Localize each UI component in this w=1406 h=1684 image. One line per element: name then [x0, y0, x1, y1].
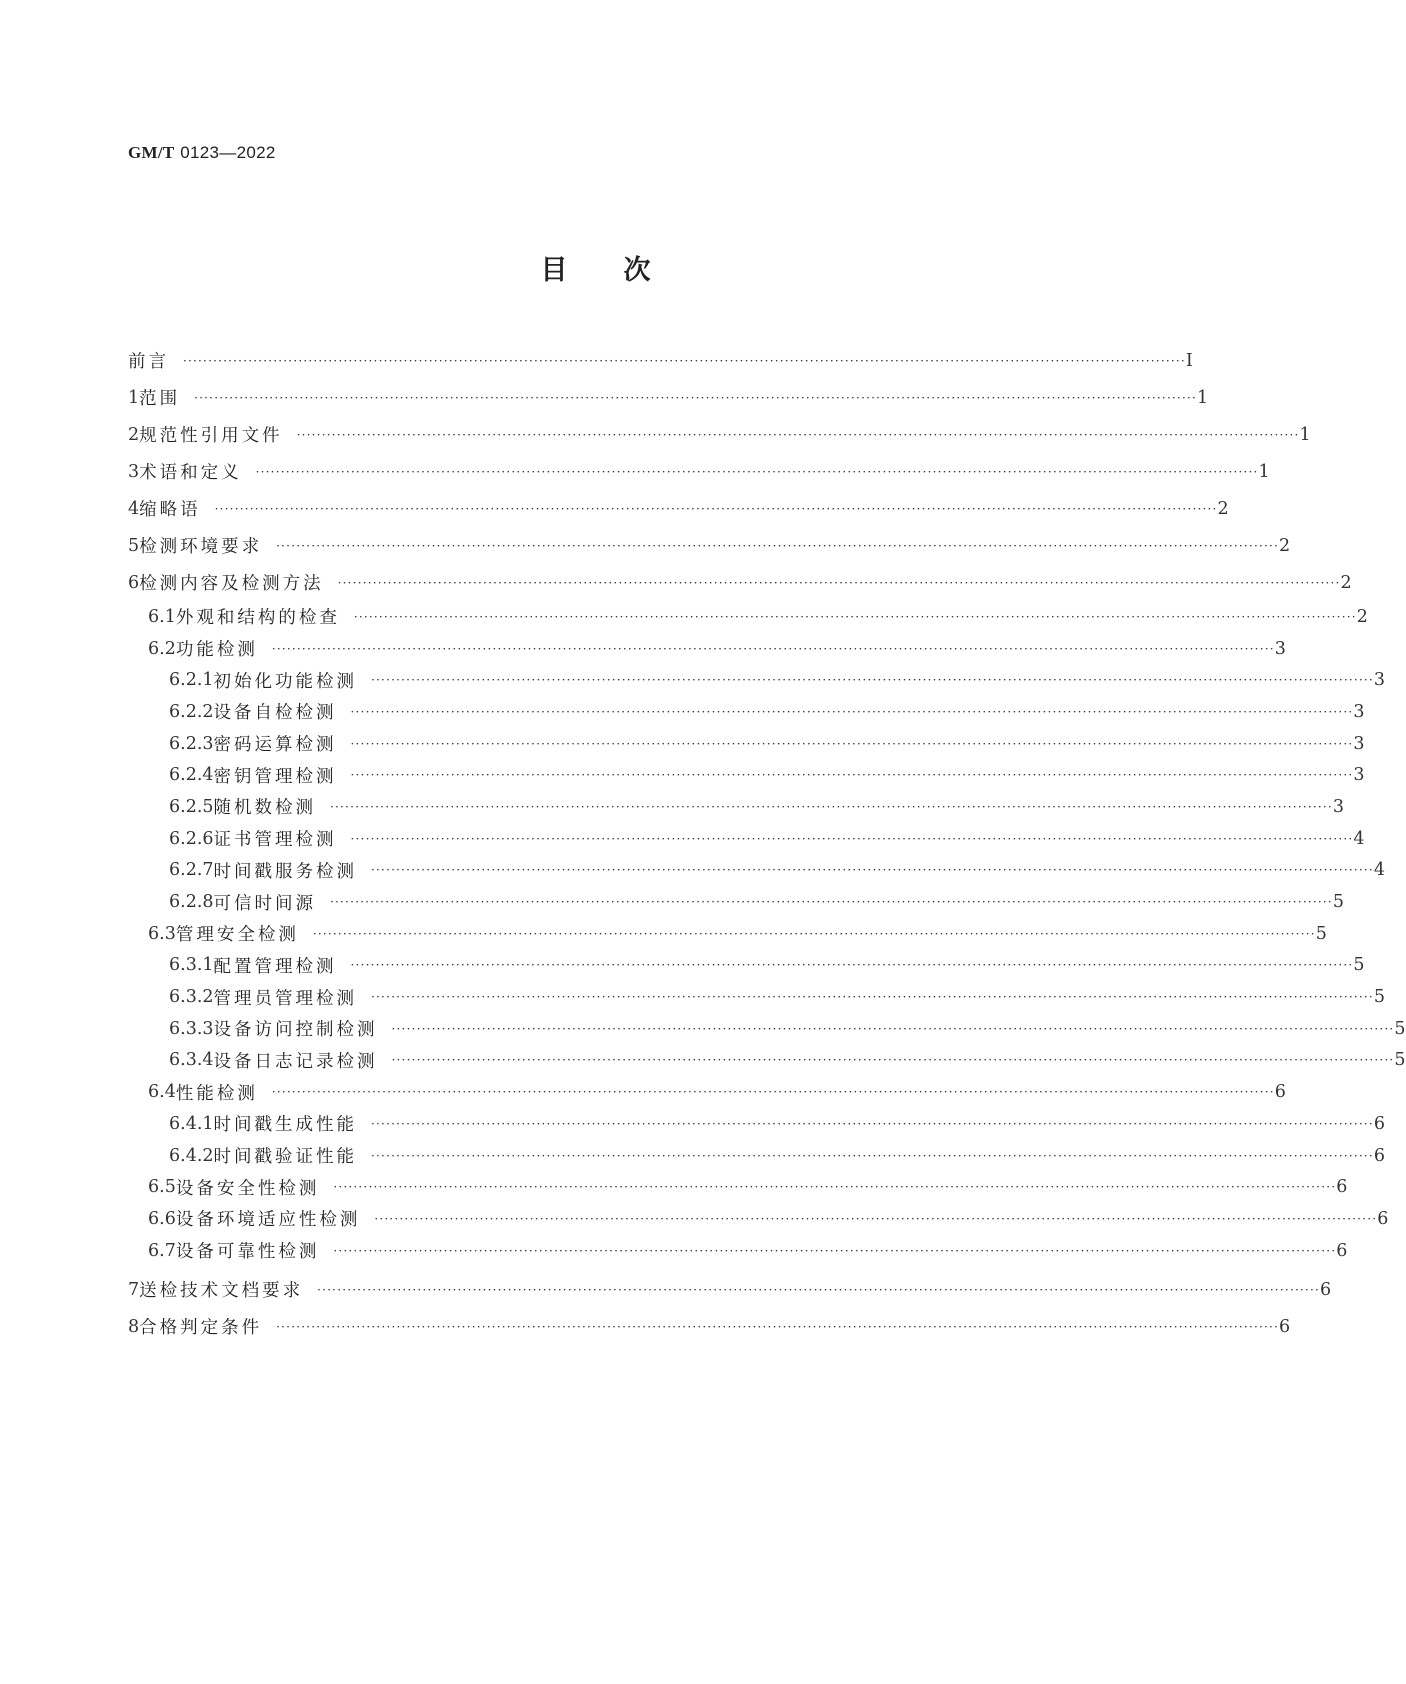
toc-entry-number: 6.2.2 [169, 701, 214, 722]
toc-entry[interactable] [128, 1013, 1406, 1045]
dot-leader: ········································································································································································································ [271, 1085, 1275, 1100]
toc-entry-page: 3 [1274, 638, 1286, 659]
toc-entry-label: 送检技术文档要求 [139, 1281, 304, 1302]
toc-entry[interactable] [128, 453, 1270, 490]
toc-entry-number: 6.2.3 [169, 733, 214, 754]
dot-leader: ········································································································································································································ [255, 464, 1259, 479]
toc-entry-label: 可信时间源 [213, 893, 317, 914]
dot-leader: ········································································································································································································ [312, 926, 1316, 941]
toc-entry-number: 6.6 [148, 1208, 176, 1229]
toc-entry-number: 6.3.1 [169, 955, 214, 976]
toc-entry-page: 6 [1336, 1177, 1348, 1198]
toc-entry-label: 管理安全检测 [175, 925, 299, 946]
toc-entry-page: 2 [1279, 535, 1291, 556]
toc-entry-number: 6.2.5 [169, 796, 214, 817]
toc-entry-number: 6.2.7 [169, 860, 214, 881]
toc-entry[interactable] [128, 823, 1365, 855]
toc-entry[interactable] [128, 981, 1386, 1013]
dot-leader: ········································································································································································································ [374, 1211, 1378, 1226]
toc-entry-label: 随机数检测 [213, 798, 317, 819]
toc-entry-label: 设备自检检测 [213, 703, 337, 724]
dot-leader: ········································································································································································································ [350, 736, 1354, 751]
toc-entry-page: 2 [1340, 572, 1352, 593]
dot-leader: ········································································································································································································ [350, 958, 1354, 973]
toc-entry-label: 时间戳生成性能 [213, 1115, 358, 1136]
dot-leader: ········································································································································································································ [371, 863, 1374, 878]
toc-entry-label: 设备安全性检测 [175, 1178, 320, 1199]
toc-entry-number: 6.5 [148, 1177, 176, 1198]
toc-entry[interactable] [128, 1235, 1348, 1267]
toc-entry[interactable] [128, 342, 1193, 379]
toc-entry[interactable] [128, 950, 1365, 982]
toc-entry-number: 6.2 [148, 638, 176, 659]
toc-entry-number: 6.3 [148, 923, 176, 944]
toc-entry-page: 5 [1373, 987, 1386, 1008]
toc-entry-label: 设备访问控制检测 [213, 1020, 378, 1041]
toc-entry-label: 外观和结构的检查 [175, 608, 340, 629]
toc-entry[interactable] [128, 886, 1345, 918]
toc-entry-number: 6.1 [148, 606, 176, 627]
title-char-2: 次 [623, 255, 651, 286]
toc-entry-page: 1 [1299, 424, 1311, 445]
dot-leader: ········································································································································································································ [353, 609, 1357, 624]
toc-entry-page: 3 [1353, 733, 1365, 754]
toc-entry-label: 术语和定义 [139, 463, 242, 483]
toc-entry-label: 管理员管理检测 [213, 988, 358, 1009]
toc-entry-label: 合格判定条件 [139, 1318, 263, 1339]
toc-entry-page: 4 [1373, 860, 1386, 881]
toc-entry[interactable] [128, 664, 1386, 696]
dot-leader: ········································································································································································································ [371, 1148, 1374, 1163]
toc-entry[interactable] [128, 855, 1386, 887]
toc-entry-label: 时间戳服务检测 [213, 861, 358, 882]
dot-leader: ········································································································································································································ [333, 1243, 1337, 1258]
toc-entry[interactable] [128, 1203, 1389, 1235]
dot-leader: ········································································································································································································ [371, 990, 1374, 1005]
toc-entry-label: 证书管理检测 [213, 830, 337, 851]
toc-entry-page: 5 [1332, 892, 1345, 913]
dot-leader: ········································································································································································································ [271, 641, 1275, 656]
toc-entry-page: 5 [1353, 955, 1365, 976]
dot-leader: ········································································································································································································ [183, 353, 1186, 368]
dot-leader: ········································································································································································································ [330, 895, 1333, 910]
toc-entry[interactable] [128, 696, 1365, 728]
toc-entry-label: 初始化功能检测 [213, 671, 358, 692]
toc-entry-label: 时间戳验证性能 [213, 1147, 358, 1168]
toc-entry-page: 1 [1197, 387, 1209, 408]
toc-entry[interactable] [128, 918, 1327, 950]
dot-leader: ········································································································································································································ [194, 390, 1198, 405]
toc-entry-page: 6 [1320, 1279, 1332, 1300]
toc-entry[interactable] [128, 1045, 1406, 1077]
toc-entry-number: 6.3.3 [169, 1018, 214, 1039]
toc-entry-page: 6 [1274, 1082, 1286, 1103]
standard-prefix: GM/T [128, 143, 175, 162]
dot-leader: ········································································································································································································ [337, 575, 1341, 590]
toc-entry[interactable] [128, 728, 1365, 760]
dot-leader: ········································································································································································································ [350, 768, 1354, 783]
title-char-1: 目 [540, 255, 568, 286]
toc-entry-number: 6.3.2 [169, 987, 214, 1008]
dot-leader: ········································································································································································································ [350, 704, 1354, 719]
toc-entry-label: 范围 [139, 389, 181, 409]
toc-entry[interactable] [128, 379, 1209, 416]
toc-entry[interactable] [128, 1271, 1332, 1308]
toc-entry[interactable] [128, 759, 1365, 791]
toc-entry-page: 6 [1373, 1113, 1386, 1134]
dot-leader: ········································································································································································································ [371, 673, 1374, 688]
toc-entry-page: 1 [1258, 461, 1270, 482]
toc-entry-number: 6.4.2 [169, 1145, 214, 1166]
toc-entry-label: 前言 [128, 352, 169, 372]
toc-entry-page: Ⅰ [1185, 350, 1193, 371]
toc-entry-page: 2 [1217, 498, 1229, 519]
toc-entry-number: 4 [128, 498, 140, 519]
toc-entry-number: 6.4 [148, 1082, 176, 1103]
toc-entry-label: 配置管理检测 [213, 956, 337, 977]
toc-entry-number: 8 [128, 1316, 140, 1337]
toc-entry-number: 3 [128, 461, 140, 482]
toc-entry[interactable] [128, 416, 1311, 453]
toc-entry-number: 6.4.1 [169, 1113, 214, 1134]
toc-entry-page: 2 [1356, 606, 1368, 627]
toc-entry-page: 6 [1377, 1208, 1389, 1229]
dot-leader: ········································································································································································································ [333, 1180, 1337, 1195]
toc-entry[interactable] [128, 564, 1352, 601]
toc-entry-label: 性能检测 [175, 1083, 258, 1104]
toc-entry-number: 5 [128, 535, 140, 556]
toc-entry-label: 设备环境适应性检测 [175, 1210, 361, 1231]
toc-entry-number: 7 [128, 1279, 140, 1300]
toc-entry-number: 6 [128, 572, 140, 593]
toc-entry[interactable] [128, 601, 1368, 633]
toc-entry-page: 6 [1279, 1316, 1291, 1337]
toc-entry-number: 6.2.4 [169, 765, 214, 786]
toc-entry[interactable] [128, 1108, 1386, 1140]
toc-entry-page: 3 [1373, 670, 1386, 691]
toc-entry-label: 规范性引用文件 [139, 426, 283, 446]
toc-entry-number: 6.2.6 [169, 828, 214, 849]
toc-entry-label: 缩略语 [139, 500, 201, 520]
dot-leader: ········································································································································································································ [317, 1282, 1321, 1297]
toc-entry-number: 6.2.1 [169, 670, 214, 691]
dot-leader: ········································································································································································································ [391, 1021, 1395, 1036]
toc-entry-label: 密码运算检测 [213, 735, 337, 756]
toc-entry-number: 6.3.4 [169, 1050, 214, 1071]
dot-leader: ········································································································································································································ [214, 501, 1218, 516]
toc-entry-page: 5 [1394, 1018, 1406, 1039]
toc-entry[interactable] [128, 490, 1229, 527]
toc-entry-page: 3 [1332, 796, 1345, 817]
dot-leader: ········································································································································································································ [371, 1116, 1374, 1131]
toc-entry-label: 检测环境要求 [139, 537, 263, 557]
toc-entry[interactable] [128, 1076, 1286, 1108]
dot-leader: ········································································································································································································ [276, 1319, 1280, 1334]
toc-entry[interactable] [128, 791, 1345, 823]
toc-entry-label: 密钥管理检测 [213, 766, 337, 787]
toc-entry[interactable] [128, 1308, 1291, 1345]
dot-leader: ········································································································································································································ [330, 799, 1333, 814]
toc-entry-label: 检测内容及检测方法 [139, 574, 324, 594]
standard-code [128, 143, 276, 163]
toc-entry-page: 4 [1353, 828, 1365, 849]
toc-entry-page: 3 [1353, 765, 1365, 786]
toc-entry[interactable] [128, 527, 1291, 564]
toc-entry-page: 5 [1315, 923, 1327, 944]
standard-number: 0123—2022 [180, 143, 276, 162]
dot-leader: ········································································································································································································ [350, 831, 1354, 846]
toc-entry-page: 6 [1373, 1145, 1386, 1166]
dot-leader: ········································································································································································································ [296, 427, 1300, 442]
toc-entry-number: 2 [128, 424, 140, 445]
toc-entry-page: 6 [1336, 1240, 1348, 1261]
toc-entry-page: 5 [1394, 1050, 1406, 1071]
toc-entry[interactable] [128, 633, 1286, 665]
dot-leader: ········································································································································································································ [276, 538, 1280, 553]
toc-entry[interactable] [128, 1140, 1386, 1172]
toc-entry-number: 6.7 [148, 1240, 176, 1261]
toc-entry-number: 6.2.8 [169, 892, 214, 913]
toc-entry-label: 设备可靠性检测 [175, 1242, 320, 1263]
toc-entry-label: 功能检测 [175, 640, 258, 661]
toc-entry-label: 设备日志记录检测 [213, 1051, 378, 1072]
page-title [0, 248, 1191, 287]
toc-entry[interactable] [128, 1171, 1348, 1203]
toc-entry-number: 1 [128, 387, 140, 408]
table-of-contents [128, 342, 1406, 1345]
toc-entry-page: 3 [1353, 701, 1365, 722]
dot-leader: ········································································································································································································ [391, 1053, 1395, 1068]
